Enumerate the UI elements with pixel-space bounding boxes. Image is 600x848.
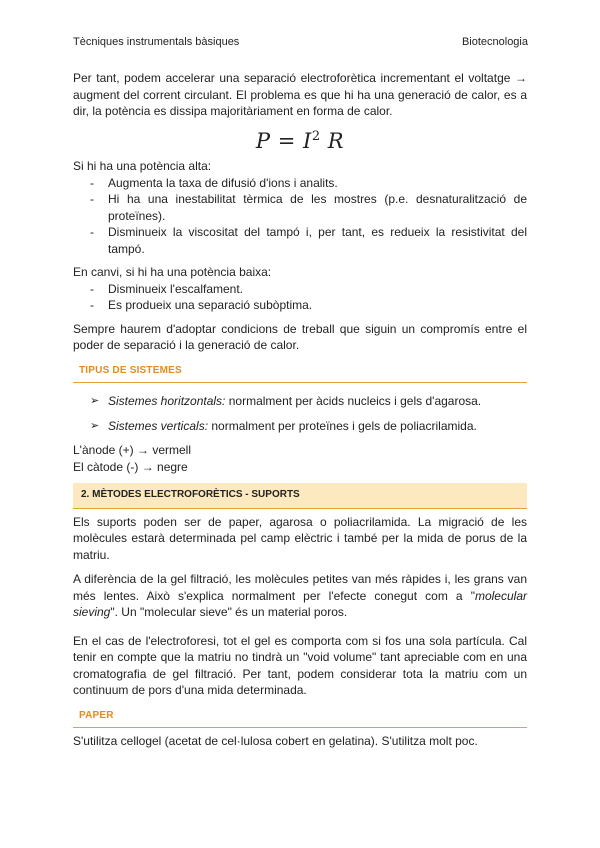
dash-bullet: -	[90, 175, 94, 190]
list-item	[73, 175, 527, 192]
sieving-text-a: A diferència de la gel filtració, les molècules petites van més ràpides i, les grans van més lentes. Això s'explica normalment per l'efecte conegut com a "	[73, 572, 527, 603]
power-formula	[73, 128, 527, 153]
high-power-label: Si hi ha una potència alta:	[73, 159, 212, 173]
system-desc: normalment per proteïnes i gels de poliacrilamida.	[208, 418, 477, 433]
list-item-text: Disminueix l'escalfament.	[108, 281, 244, 296]
systems-list	[73, 393, 527, 434]
compromise-paragraph: Sempre haurem d'adoptar condicions de treball que siguin un compromís entre el poder de separació i la generació de calor.	[73, 321, 527, 352]
list-item-text: Es produeix una separació subòptima.	[108, 298, 313, 312]
spacer	[73, 621, 527, 633]
dash-bullet: -	[90, 281, 94, 296]
formula-exponent: 2	[311, 128, 321, 144]
formula-i: I	[303, 128, 312, 153]
formula-p: P	[255, 128, 271, 153]
electrophoresis-paragraph: En el cas de l'electroforesi, tot el gel es comporta com si fos una sola partícula. Cal tenir en compte que la matriu no tindrà un "void volume" tant apreciable com en una cromatografia de gel filtració. Per tant, podem considerar tota la matriu com un continuum de pors d'una mida determinada.	[73, 633, 527, 697]
header-degree: Biotecnologia	[461, 36, 528, 48]
sieving-paragraph	[73, 571, 527, 621]
list-item	[73, 418, 527, 435]
low-power-list	[73, 281, 527, 314]
header-course-title: Tècniques instrumentals bàsiques	[73, 36, 240, 48]
list-item	[73, 191, 527, 224]
section-2-heading: 2. MÈTODES ELECTROFORÈTICS - SUPORTS	[73, 483, 527, 509]
high-power-list	[73, 175, 527, 258]
sieving-text-b: ". Un "molecular sieve" és un material poros.	[110, 605, 348, 619]
page-content	[73, 70, 527, 750]
paper-paragraph: S'utilitza cellogel (acetat de cel·lulosa cobert en gelatina). S'utilitza molt poc.	[73, 734, 478, 748]
cathode-line: El càtode (-) → negre	[73, 459, 188, 474]
sieving-term: molecular sieving	[73, 588, 527, 619]
systems-heading: TIPUS DE SISTEMES	[73, 360, 527, 384]
page-header	[73, 36, 528, 48]
dash-bullet: -	[90, 192, 94, 206]
list-item-text: Hi ha una inestabilitat tèrmica de les mostres (p.e. desnaturalització de proteïnes).	[108, 192, 527, 223]
list-item-text: Disminueix la viscositat del tampó i, per tant, es redueix la resistivitat del tampó.	[108, 225, 527, 256]
formula-r: R	[327, 128, 345, 153]
arrow-bullet-icon: ➢	[90, 395, 100, 407]
list-item-text: Augmenta la taxa de difusió d'ions i analits.	[108, 175, 338, 190]
dash-bullet: -	[90, 298, 94, 312]
system-desc: normalment per àcids nucleics i gels d'agarosa.	[225, 394, 482, 408]
list-item	[73, 393, 527, 410]
system-term: Sistemes verticals:	[108, 418, 209, 433]
supports-paragraph: Els suports poden ser de paper, agarosa o poliacrilamida. La migració de les molècules estarà determinada pel camp elèctric i també per la mida de porus de la matriu.	[73, 514, 527, 562]
list-item	[73, 281, 527, 298]
arrow-bullet-icon: ➢	[90, 419, 100, 432]
intro-paragraph: Per tant, podem accelerar una separació electroforètica incrementant el voltatge → augment del corrent circulant. El problema es que hi ha una generació de calor, es a dir, la potència es dissipa majoritàriament en forma de calor.	[73, 71, 527, 118]
formula-equals: =	[277, 128, 296, 153]
dash-bullet: -	[90, 225, 94, 239]
paper-heading: PAPER	[73, 705, 527, 729]
list-item	[73, 224, 527, 257]
list-item	[73, 297, 527, 314]
anode-line: L'ànode (+) → vermell	[73, 443, 192, 457]
system-term: Sistemes horitzontals:	[108, 394, 226, 408]
low-power-label: En canvi, si hi ha una potència baixa:	[73, 265, 272, 279]
